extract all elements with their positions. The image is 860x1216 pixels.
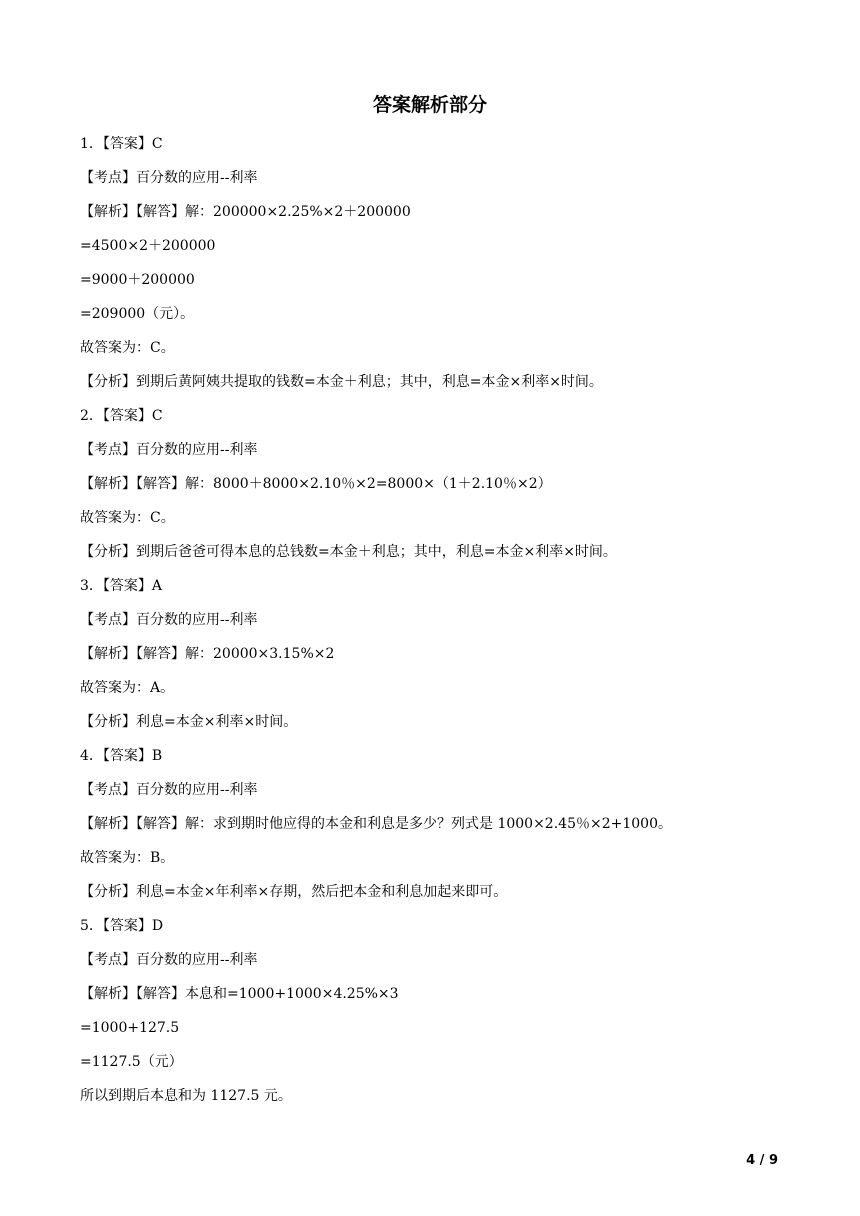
answer-2-label: 2．【答案】C [80,408,163,424]
answer-1-step: =209000（元）。 [80,306,195,322]
answer-1-step: =4500×2＋200000 [80,238,216,254]
answer-5-label: 5．【答案】D [80,918,164,934]
answer-4-topic: 【考点】百分数的应用--利率 [80,782,258,798]
answer-3-topic: 【考点】百分数的应用--利率 [80,612,258,628]
page-title: 答案解析部分 [372,94,487,116]
answer-2-topic: 【考点】百分数的应用--利率 [80,442,258,458]
answer-3-analysis: 【分析】利息=本金×利率×时间。 [80,714,298,730]
answer-2-analysis: 【分析】到期后爸爸可得本息的总钱数=本金＋利息；其中，利息=本金×利率×时间。 [80,544,617,560]
answer-1-analysis: 【分析】到期后黄阿姨共提取的钱数=本金＋利息；其中，利息=本金×利率×时间。 [80,374,603,390]
answer-content [80,131,800,1117]
answer-4-label: 4．【答案】B [80,748,163,764]
answer-5-conclusion: 所以到期后本息和为 1127.5 元。 [80,1088,292,1104]
answer-1-conclusion: 故答案为：C。 [80,340,175,356]
answer-1-topic: 【考点】百分数的应用--利率 [80,170,258,186]
page-number: 4 / 9 [746,1153,778,1168]
answer-3-solution: 【解析】【解答】解：20000×3.15%×2 [80,646,335,662]
answer-1-step: =9000＋200000 [80,272,195,288]
answer-4-analysis: 【分析】利息=本金×年利率×存期，然后把本金和利息加起来即可。 [80,884,508,900]
answer-4-conclusion: 故答案为：B。 [80,850,175,866]
answer-5-step: =1000+127.5 [80,1020,180,1036]
answer-2-conclusion: 故答案为：C。 [80,510,175,526]
answer-4-solution: 【解析】【解答】解：求到期时他应得的本金和利息是多少？列式是 1000×2.45％×2+1000。 [80,816,672,832]
answer-3-label: 3．【答案】A [80,578,163,594]
answer-5-step: =1127.5（元） [80,1054,183,1070]
answer-5-topic: 【考点】百分数的应用--利率 [80,952,258,968]
answer-1-label: 1．【答案】C [80,136,163,152]
answer-5-solution: 【解析】【解答】本息和=1000+1000×4.25%×3 [80,986,399,1002]
answer-3-conclusion: 故答案为：A。 [80,680,175,696]
answer-1-solution: 【解析】【解答】解：200000×2.25%×2＋200000 [80,204,411,220]
answer-2-solution: 【解析】【解答】解：8000＋8000×2.10％×2=8000×（1＋2.10％×2） [80,476,552,492]
